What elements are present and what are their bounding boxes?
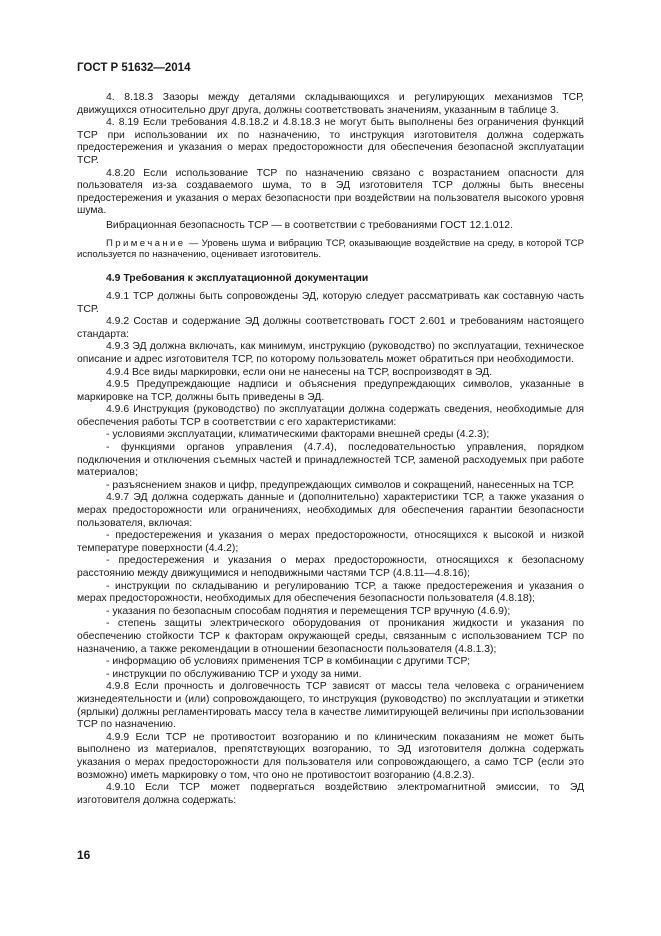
list-item: - указания по безопасным способам поднятия и перемещения ТСР вручную (4.6.9);	[106, 605, 511, 617]
paragraph-4-9-9: 4.9.9 Если ТСР не противостоит возгоранию и по клиническим показаниям не может быть выполнено из материалов, препятствующих возгоранию, то ЭД изготовителя должна содержать указания о мерах предосторожности для пользователя или сопровождающего, а само ТСР (если это возможно) иметь маркировку о том, что оно не противостоит возгоранию (4.8.2.3).	[77, 731, 584, 781]
list-item: - разъяснением знаков и цифр, предупреждающих символов и сокращений, нанесенных на ТСР.	[106, 479, 575, 491]
paragraph-4-9-10: 4.9.10 Если ТСР может подвергаться воздействию электромагнитной эмиссии, то ЭД изготовителя должна содержать:	[77, 782, 584, 806]
document-header: ГОСТ Р 51632—2014	[77, 62, 191, 74]
list-item: - информацию об условиях применения ТСР в комбинации с другими ТСР;	[106, 656, 471, 668]
list-item: - условиями эксплуатации, климатическими факторами внешней среды (4.2.3);	[106, 429, 490, 441]
paragraph-4-8-19: 4. 8.19 Если требования 4.8.18.2 и 4.8.18.3 не могут быть выполнены без ограничения функций ТСР при использовании их по назначению, то инструкция изготовителя должна содержать предостережения и указания о мерах предосторожности для обеспечения безопасной эксплуатации ТСР.	[77, 117, 584, 166]
list-item: - предостережения и указания о мерах предосторожности, относящихся к безопасному расстоянию между движущимися и неподвижными частями ТСР (4.8.11—4.8.16);	[77, 555, 584, 579]
list-item: - степень защиты электрического оборудования от проникания жидкости и указания по обеспечению стойкости ТСР к факторам окружающей среды, связанным с использованием ТСР по назначению, а также рекомендации в отношении безопасности пользователя (4.8.1.3);	[77, 618, 584, 655]
page-content	[77, 92, 584, 807]
paragraph-4-9-2: 4.9.2 Состав и содержание ЭД должны соответствовать ГОСТ 2.601 и требованиям настоящего стандарта:	[77, 316, 584, 340]
section-title: 4.9 Требования к эксплуатационной документации	[106, 273, 369, 285]
paragraph-4-9-6: 4.9.6 Инструкция (руководство) по эксплуатации должна содержать сведения, необходимые для обеспечения работы ТСР в соответствии с его характеристиками:	[77, 404, 584, 428]
note-text: — Уровень шума и вибрацию ТСР, оказывающие воздействие на среду, в которой ТСР используется по назначению, оценивает изготовитель.	[77, 237, 584, 260]
paragraph-4-9-3: 4.9.3 ЭД должна включать, как минимум, инструкцию (руководство) по эксплуатации, техническое описание и адрес изготовителя ТСР, по которому пользователь может обратиться при необходимости.	[77, 341, 584, 365]
paragraph-4-9-8: 4.9.8 Если прочность и долговечность ТСР зависят от массы тела человека с ограничением жизнедеятельности и (или) сопровождающего, то инструкция (руководство) по эксплуатации и этикетки (ярлыки) должны регламентировать массу тела в качестве лимитирующей величины при использовании ТСР по назначению.	[77, 681, 585, 731]
list-item: - инструкции по обслуживанию ТСР и уходу за ними.	[106, 668, 362, 680]
page-number: 16	[77, 848, 91, 862]
note	[77, 238, 584, 261]
paragraph-4-9-4: 4.9.4 Все виды маркировки, если они не нанесены на ТСР, воспроизводят в ЭД.	[106, 366, 493, 378]
list-item: - предостережения и указания о мерах предосторожности, относящихся к высокой и низкой температуре поверхности (4.4.2);	[77, 530, 584, 554]
paragraph-4-9-1: 4.9.1 ТСР должны быть сопровождены ЭД, которую следует рассматривать как составную часть ТСР.	[77, 290, 584, 315]
paragraph-vibration: Вибрационная безопасность ТСР — в соответствии с требованиями ГОСТ 12.1.012.	[106, 219, 513, 231]
paragraph-4-9-5: 4.9.5 Предупреждающие надписи и объяснения предупреждающих символов, указанные в маркировке на ТСР, должны быть приведены в ЭД.	[77, 379, 584, 403]
paragraph-4-9-7: 4.9.7 ЭД должна содержать данные и (дополнительно) характеристики ТСР, а также указания о мерах предосторожности или ограничениях, необходимых для обеспечения гарантии безопасности пользователя, включая:	[77, 492, 584, 529]
list-item: - инструкции по складыванию и регулированию ТСР, а также предостережения и указания о мерах предосторожности, необходимых для обеспечения безопасности пользователя (4.8.18);	[77, 580, 584, 605]
paragraph-4-8-20: 4.8.20 Если использование ТСР по назначению связано с возрастанием опасности для пользователя из-за создаваемого шума, то в ЭД изготовителя ТСР должны быть внесены предостережения и указания о мерах безопасности при воздействии на пользователя высокого уровня шума.	[77, 167, 584, 217]
list-item: - функциями органов управления (4.7.4), последовательностью управления, порядком подключения и отключения съемных частей и принадлежностей ТСР, заменой расходуемых при работе материалов;	[77, 442, 584, 479]
note-label: Примечание	[106, 237, 186, 249]
paragraph-4-8-18-3: 4. 8.18.3 Зазоры между деталями складывающихся и регулирующих механизмов ТСР, движущихся относительно друг друга, должны соответствовать значениям, указанным в таблице 3.	[77, 92, 584, 116]
